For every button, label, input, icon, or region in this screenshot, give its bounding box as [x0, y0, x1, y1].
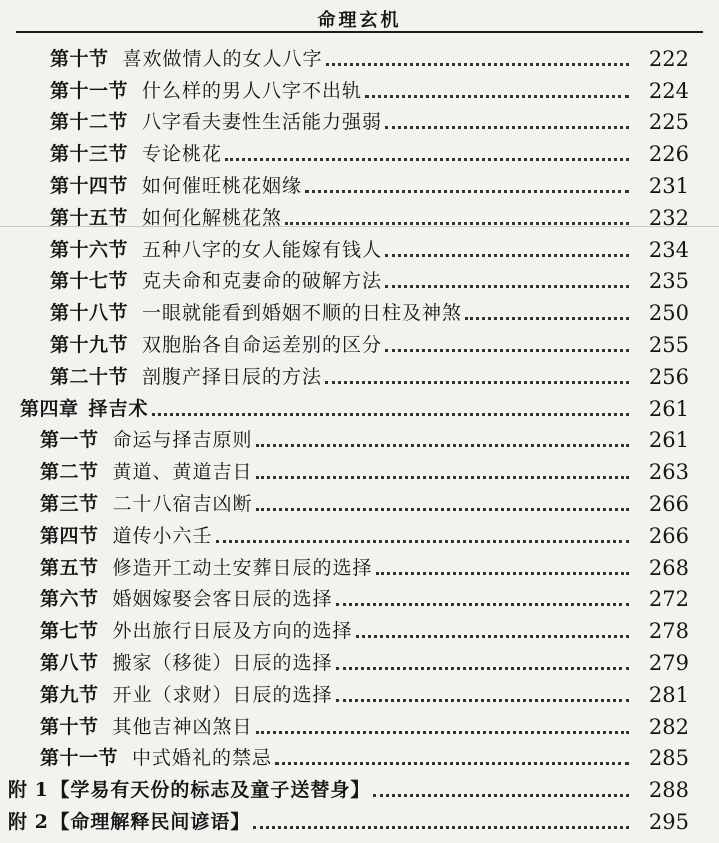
toc-entry-label: 第十五节 [50, 206, 129, 229]
dot-leader [336, 603, 629, 606]
toc-entry [0, 200, 719, 232]
toc-entry-page-number: 278 [648, 619, 689, 644]
toc-entry-title: 克夫命和克妻命的破解方法 [142, 270, 383, 293]
toc-entry-label: 第二节 [40, 461, 99, 484]
toc-entry-page-number: 295 [648, 809, 689, 834]
toc-entry-title: 黄道、黄道吉日 [112, 461, 253, 484]
toc-entry-label: 第四章 [20, 397, 79, 420]
header-rule [16, 31, 703, 33]
toc-entry [0, 136, 719, 168]
toc-entry-page-number: 235 [648, 269, 689, 294]
toc-entry [0, 454, 719, 486]
toc-entry [0, 105, 719, 137]
toc-entry [0, 772, 719, 804]
toc-entry-label: 第八节 [40, 651, 99, 674]
toc-entry-title: 中式婚礼的禁忌 [132, 747, 273, 770]
toc-entry-label: 第十八节 [50, 302, 129, 325]
toc-entry [0, 168, 719, 200]
toc-entry-title: 外出旅行日辰及方向的选择 [112, 620, 353, 643]
toc-entry [0, 709, 719, 741]
toc-entry-label: 第十三节 [50, 143, 129, 166]
toc-entry-title: 命运与择吉原则 [112, 429, 253, 452]
toc-entry-page-number: 266 [648, 523, 689, 548]
toc-entry-page-number: 261 [648, 396, 689, 421]
toc-entry [0, 423, 719, 455]
toc-entry-label: 第一节 [40, 429, 99, 452]
toc-entry [0, 518, 719, 550]
toc-entry-title: 专论桃花 [142, 143, 223, 166]
toc-entry-page-number: 250 [648, 301, 689, 326]
toc-entry-title: 其他吉神凶煞日 [112, 715, 253, 738]
toc-entry [0, 295, 719, 327]
toc-entry-page-number: 268 [648, 555, 689, 580]
toc-entry-page-number: 226 [648, 142, 689, 167]
toc-entry [0, 486, 719, 518]
toc-entry-label: 第九节 [40, 683, 99, 706]
toc-entry-page-number: 224 [648, 78, 689, 103]
dot-leader [336, 667, 629, 670]
dot-leader [373, 794, 629, 797]
dot-leader [356, 635, 629, 638]
toc-entry-page-number: 282 [648, 714, 689, 739]
toc-entry-page-number: 234 [648, 237, 689, 262]
dot-leader [225, 158, 629, 161]
toc-entry-title: 如何催旺桃花姻缘 [142, 174, 303, 197]
toc-entry-title: 如何化解桃花煞 [142, 206, 283, 229]
toc-entry [0, 677, 719, 709]
dot-leader [326, 63, 629, 66]
dot-leader [385, 126, 629, 129]
toc-entry-page-number: 272 [648, 587, 689, 612]
toc-entry [0, 550, 719, 582]
dot-leader [385, 285, 629, 288]
toc-entry-title: 修造开工动土安葬日辰的选择 [112, 556, 373, 579]
toc-entry-label: 第六节 [40, 588, 99, 611]
toc-entry [0, 264, 719, 296]
dot-leader [336, 699, 629, 702]
toc-entry-label: 第四节 [40, 524, 99, 547]
table-of-contents [0, 41, 719, 836]
toc-entry-page-number: 231 [648, 173, 689, 198]
toc-entry-title: 道传小六壬 [112, 524, 213, 547]
toc-entry-page-number: 225 [648, 110, 689, 135]
toc-entry-page-number: 263 [648, 460, 689, 485]
toc-entry-label: 第十二节 [50, 111, 129, 134]
toc-entry [0, 613, 719, 645]
toc-entry-page-number: 232 [648, 205, 689, 230]
toc-entry [0, 741, 719, 773]
toc-entry-title: 双胞胎各自命运差别的区分 [142, 333, 383, 356]
toc-entry [0, 645, 719, 677]
toc-entry-title: 开业（求财）日辰的选择 [112, 683, 333, 706]
dot-leader [253, 826, 629, 829]
toc-entry-label: 附 1 [8, 779, 49, 802]
toc-entry-label: 第十一节 [50, 79, 129, 102]
toc-entry-title: 八字看夫妻性生活能力强弱 [142, 111, 383, 134]
toc-entry-label: 第五节 [40, 556, 99, 579]
toc-entry-label: 第七节 [40, 620, 99, 643]
toc-entry-label: 第十九节 [50, 333, 129, 356]
dot-leader [325, 381, 629, 384]
dot-leader [365, 95, 629, 98]
toc-entry-label: 第十一节 [40, 747, 119, 770]
dot-leader [216, 540, 629, 543]
dot-leader [465, 317, 629, 320]
toc-entry-label: 第十六节 [50, 238, 129, 261]
toc-entry-label: 第十七节 [50, 270, 129, 293]
toc-entry-label: 第二十节 [50, 365, 129, 388]
dot-leader [275, 762, 629, 765]
toc-entry-title: 婚姻嫁娶会客日辰的选择 [112, 588, 333, 611]
dot-leader [256, 476, 629, 479]
dot-leader [376, 572, 629, 575]
dot-leader [385, 254, 629, 257]
toc-entry-title: 五种八字的女人能嫁有钱人 [142, 238, 383, 261]
dot-leader [385, 349, 629, 352]
toc-entry [0, 359, 719, 391]
toc-entry-title: 什么样的男人八字不出轨 [142, 79, 363, 102]
toc-entry-label: 附 2 [8, 810, 49, 833]
toc-entry-page-number: 255 [648, 332, 689, 357]
toc-entry [0, 232, 719, 264]
dot-leader [152, 413, 629, 416]
running-header-title: 命理玄机 [317, 10, 402, 31]
toc-entry-page-number: 285 [648, 746, 689, 771]
dot-leader [256, 731, 629, 734]
toc-entry-label: 第十节 [40, 715, 99, 738]
toc-entry [0, 327, 719, 359]
toc-entry-title: 择吉术 [88, 397, 149, 420]
dot-leader [256, 444, 629, 447]
toc-entry-title: 【命理解释民间谚语】 [50, 810, 251, 833]
dot-leader [305, 190, 629, 193]
toc-entry-title: 喜欢做情人的女人八字 [122, 47, 323, 70]
toc-entry-title: 剖腹产择日辰的方法 [142, 365, 323, 388]
toc-entry-label: 第三节 [40, 492, 99, 515]
toc-entry-page-number: 222 [648, 46, 689, 71]
toc-entry-title: 【学易有天份的标志及童子送替身】 [50, 779, 371, 802]
toc-entry-page-number: 256 [648, 364, 689, 389]
toc-entry-title: 一眼就能看到婚姻不顺的日柱及神煞 [142, 302, 463, 325]
toc-entry [0, 804, 719, 836]
toc-entry-page-number: 279 [648, 650, 689, 675]
toc-entry-page-number: 281 [648, 682, 689, 707]
dot-leader [285, 222, 629, 225]
toc-entry [0, 582, 719, 614]
toc-entry-page-number: 261 [648, 428, 689, 453]
toc-entry [0, 73, 719, 105]
toc-entry [0, 41, 719, 73]
toc-entry [0, 391, 719, 423]
toc-entry-page-number: 288 [648, 778, 689, 803]
toc-entry-title: 二十八宿吉凶断 [112, 492, 253, 515]
toc-entry-title: 搬家（移徙）日辰的选择 [112, 651, 333, 674]
dot-leader [256, 508, 629, 511]
toc-entry-page-number: 266 [648, 491, 689, 516]
toc-entry-label: 第十节 [50, 47, 109, 70]
toc-entry-label: 第十四节 [50, 174, 129, 197]
